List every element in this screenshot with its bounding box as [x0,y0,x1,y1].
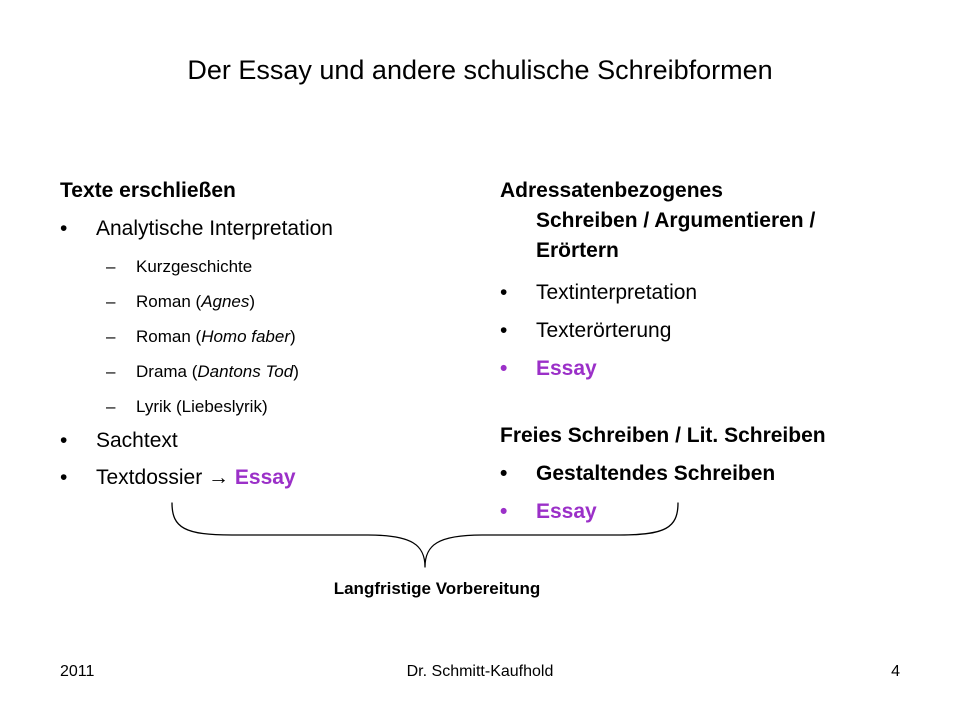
bullet-icon: • [60,429,68,452]
dash-icon: – [106,292,116,311]
right-heading-2: Freies Schreiben / Lit. Schreiben [500,424,826,447]
bullet-icon: • [500,357,508,380]
bullet-icon: • [60,217,68,240]
sub-text-suffix: ) [249,292,256,311]
arrow-right-icon: → [208,466,230,489]
bullet-text: Analytische Interpretation [96,217,333,240]
right-heading-line-2: Schreiben / Argumentieren / [536,209,816,232]
slide-title: Der Essay und andere schulische Schreibformen [187,55,773,85]
right-heading-line-3: Erörtern [536,239,619,262]
sub-text-prefix: Roman ( [136,327,202,346]
accent-essay: Essay [229,466,296,489]
left-heading: Texte erschließen [60,179,236,202]
bullet-icon: • [500,281,508,304]
bullet-text: Gestaltendes Schreiben [536,462,776,485]
footer-year: 2011 [60,663,95,680]
bullet-text-main: Textdossier [96,466,209,489]
sub-text-italic: Agnes [201,292,250,311]
bullet-text: Essay [536,500,597,523]
sub-text: Lyrik (Liebeslyrik) [136,397,268,416]
brace-label: Langfristige Vorbereitung [333,579,541,598]
dash-icon: – [106,397,116,416]
right-heading-line-1: Adressatenbezogenes [500,179,723,202]
bullet-icon: • [500,319,508,342]
dash-icon: – [106,362,116,381]
sub-text-suffix: ) [293,362,299,381]
bullet-text: Textinterpretation [536,281,698,304]
dash-icon: – [106,257,116,276]
bullet-text: Sachtext [96,429,178,452]
sub-text-prefix: Drama ( [136,362,198,381]
bullet-text: Texterörterung [536,319,672,342]
bullet-icon: • [60,466,68,489]
sub-text-prefix: Roman ( [136,292,202,311]
bullet-icon: • [500,462,508,485]
sub-text-suffix: ) [290,327,296,346]
footer-author: Dr. Schmitt-Kaufhold [406,663,554,680]
bullet-text: Essay [536,357,597,380]
sub-text: Kurzgeschichte [136,257,253,276]
sub-text-italic: Dantons Tod [197,362,294,381]
sub-text-italic: Homo faber [201,327,291,346]
bullet-icon: • [500,500,508,523]
footer-page-number: 4 [891,663,900,680]
dash-icon: – [106,327,116,346]
